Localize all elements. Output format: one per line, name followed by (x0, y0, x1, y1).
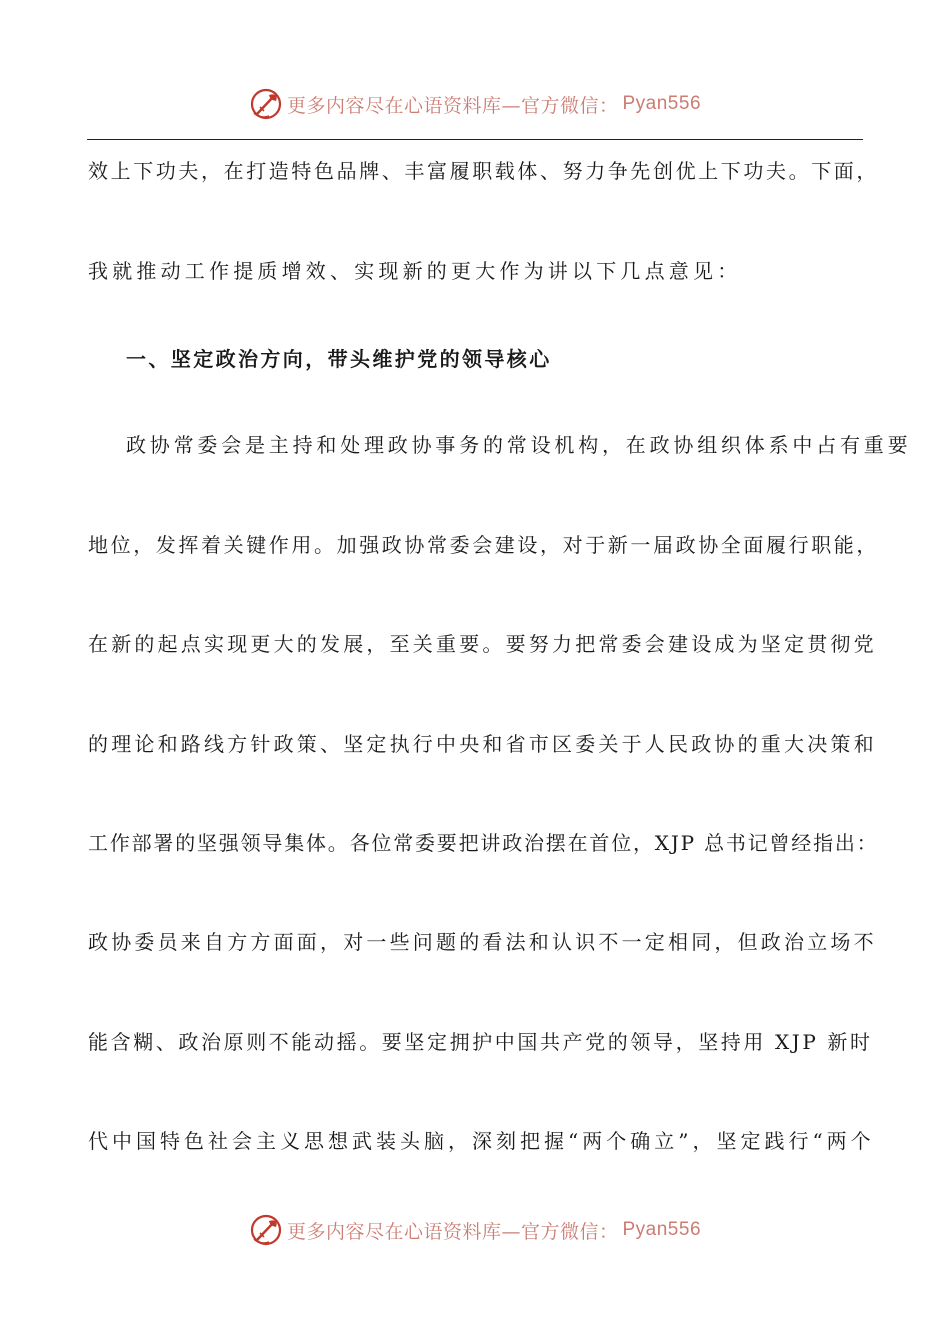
paragraph-line: 工作部署的坚强领导集体。各位常委要把讲政治摆在首位，XJP 总书记曾经指出： (88, 831, 879, 855)
paragraph-line: 政协委员来自方方面面，对一些问题的看法和认识不一定相同，但政治立场不 (88, 930, 877, 954)
text-line: 效上下功夫，在打造特色品牌、丰富履职载体、努力争先创优上下功夫。下面， (88, 159, 879, 183)
header-banner-text: 更多内容尽在心语资料库—官方微信： (286, 94, 619, 117)
header-wechat-id: Pyan556 (622, 93, 702, 114)
quill-pen-logo-icon (249, 1213, 283, 1247)
footer-wechat-id: Pyan556 (622, 1219, 702, 1240)
text-line: 我就推动工作提质增效、实现新的更大作为讲以下几点意见： (88, 259, 742, 283)
paragraph-line: 地位，发挥着关键作用。加强政协常委会建设，对于新一届政协全面履行职能， (88, 533, 879, 557)
footer-banner (0, 1208, 950, 1252)
paragraph-line: 政协常委会是主持和处理政协事务的常设机构，在政协组织体系中占有重要 (126, 433, 912, 457)
footer-banner-text: 更多内容尽在心语资料库—官方微信： (286, 1220, 619, 1243)
header-divider (87, 139, 863, 140)
paragraph-line: 能含糊、政治原则不能动摇。要坚定拥护中国共产党的领导，坚持用 XJP 新时 (88, 1030, 873, 1054)
paragraph-line: 代中国特色社会主义思想武装头脑，深刻把握“两个确立”，坚定践行“两个 (88, 1129, 875, 1153)
header-banner (0, 82, 950, 126)
paragraph-line: 在新的起点实现更大的发展，至关重要。要努力把常委会建设成为坚定贯彻党 (88, 632, 877, 656)
quill-pen-logo-icon (249, 87, 283, 121)
section-heading: 一、坚定政治方向，带头维护党的领导核心 (126, 347, 552, 371)
paragraph-line: 的理论和路线方针政策、坚定执行中央和省市区委关于人民政协的重大决策和 (88, 732, 877, 756)
